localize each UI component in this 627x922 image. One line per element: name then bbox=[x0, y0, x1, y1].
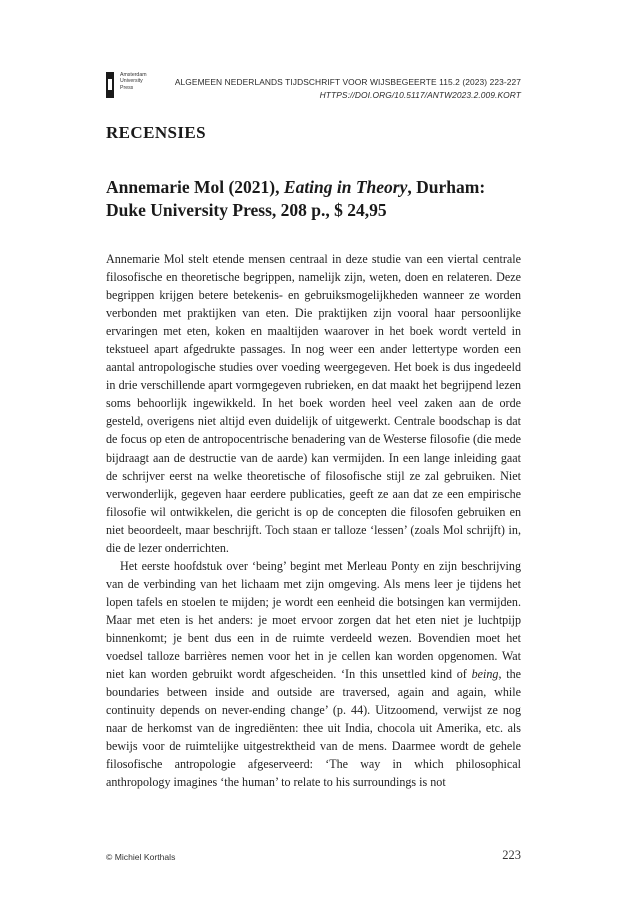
publisher-name bbox=[120, 72, 147, 91]
doi-link[interactable]: HTTPS://DOI.ORG/10.5117/ANTW2023.2.009.KORT bbox=[319, 90, 521, 100]
paragraph: Annemarie Mol stelt etende mensen centraal in deze studie van een viertal centrale filosofische en theoretische begrippen, namelijk zijn, weten, doen en relateren. Deze begrippen krijgen betere betekenis- en gebruiksmogelijkheden wanneer ze worden verbonden met praktijken van eten. Die praktijken zijn vooral haar persoonlijke ervaringen met eten, koken en maaltijden waarover in het boek wordt verteld in tekstueel apart afgedrukte passages. In nog weer een ander lettertype worden een aantal antropologische studies over voeding weergegeven. Het boek is dus ingedeeld in drie verschillende apart vormgegeven rubrieken, en dat maakt het begrijpend lezen soms behoorlijk ingewikkeld. In het boek worden heel veel zaken aan de orde gesteld, overigens niet altijd even duidelijk of uitgewerkt. Centrale boodschap is dat de focus op eten de antropocentrische benadering van de Westerse filosofie (die mede bijdraagt aan de destructie van de aarde) kan vermijden. In een lange inleiding gaat de schrijver eerst na welke theoretische of filosofische stijl ze zal gebruiken. Niet verwonderlijk, gegeven haar eerdere publicaties, geeft ze aan dat ze een empirische filosofie wil ontwikkelen, die gericht is op de concepten die filosofen gebruiken en niet beoordeelt, maar beschrijft. Toch staan er talloze ‘lessen’ (zoals Mol schrijft) in, die de lezer onderrichten. bbox=[106, 252, 521, 555]
review-body bbox=[106, 250, 521, 791]
review-title-publication: , Durham: Duke University Press, 208 p., $ 24,95 bbox=[106, 177, 486, 220]
copyright: © Michiel Korthals bbox=[106, 852, 176, 862]
paragraph-text: , the boundaries between inside and outside are traversed, again and again, while continuity depends on never-ending change’ (p. 44). Uitzoomend, verwijst ze nog naar de herkomst van de ingrediënten: thee uit India, chocola uit Amerika, etc. als bewijs voor de ruimtelijke uitgestrektheid van de mens. Daarmee wordt de gehele filosofische antropologie afgeserveerd: ‘The way in which philosophical anthropology imagines ‘the human’ to relate to his surroundings is not bbox=[106, 667, 521, 790]
paragraph-text: Het eerste hoofdstuk over ‘being’ begint met Merleau Ponty en zijn beschrijving van de verbinding van het lichaam met zijn omgeving. Als mens leer je tijdens het lopen tafels en stoelen te mijden; je wordt een eenheid die botsingen kan vermijden. Maar met eten is het anders: je moet ervoor zorgen dat het eten niet je luchtpijp binnenkomt; je bent dus een in de ruimte verdeeld wezen. Bovendien moet het voedsel talloze barrières nemen voor het in je cellen kan worden opgenomen. Wat niet kan worden gebruikt wordt afgescheiden. ‘In this unsettled kind of bbox=[106, 558, 521, 682]
publisher-name-line: Press bbox=[120, 84, 134, 91]
journal-citation: ALGEMEEN NEDERLANDS TIJDSCHRIFT VOOR WIJSBEGEERTE 115.2 (2023) 223-227 bbox=[174, 77, 521, 87]
review-title bbox=[106, 176, 526, 222]
emphasis: being bbox=[471, 667, 499, 682]
section-title: RECENSIES bbox=[106, 123, 206, 142]
review-title-author: Annemarie Mol (2021), bbox=[106, 177, 284, 197]
paragraph bbox=[106, 557, 521, 792]
publisher-name-line: University bbox=[120, 78, 143, 85]
review-title-book: Eating in Theory bbox=[283, 177, 408, 197]
publisher-logo-mark bbox=[106, 72, 114, 98]
publisher-name-line: Amsterdam bbox=[120, 72, 147, 78]
page-number: 223 bbox=[502, 848, 521, 862]
journal-header bbox=[175, 76, 521, 102]
publisher-logo bbox=[106, 72, 147, 98]
